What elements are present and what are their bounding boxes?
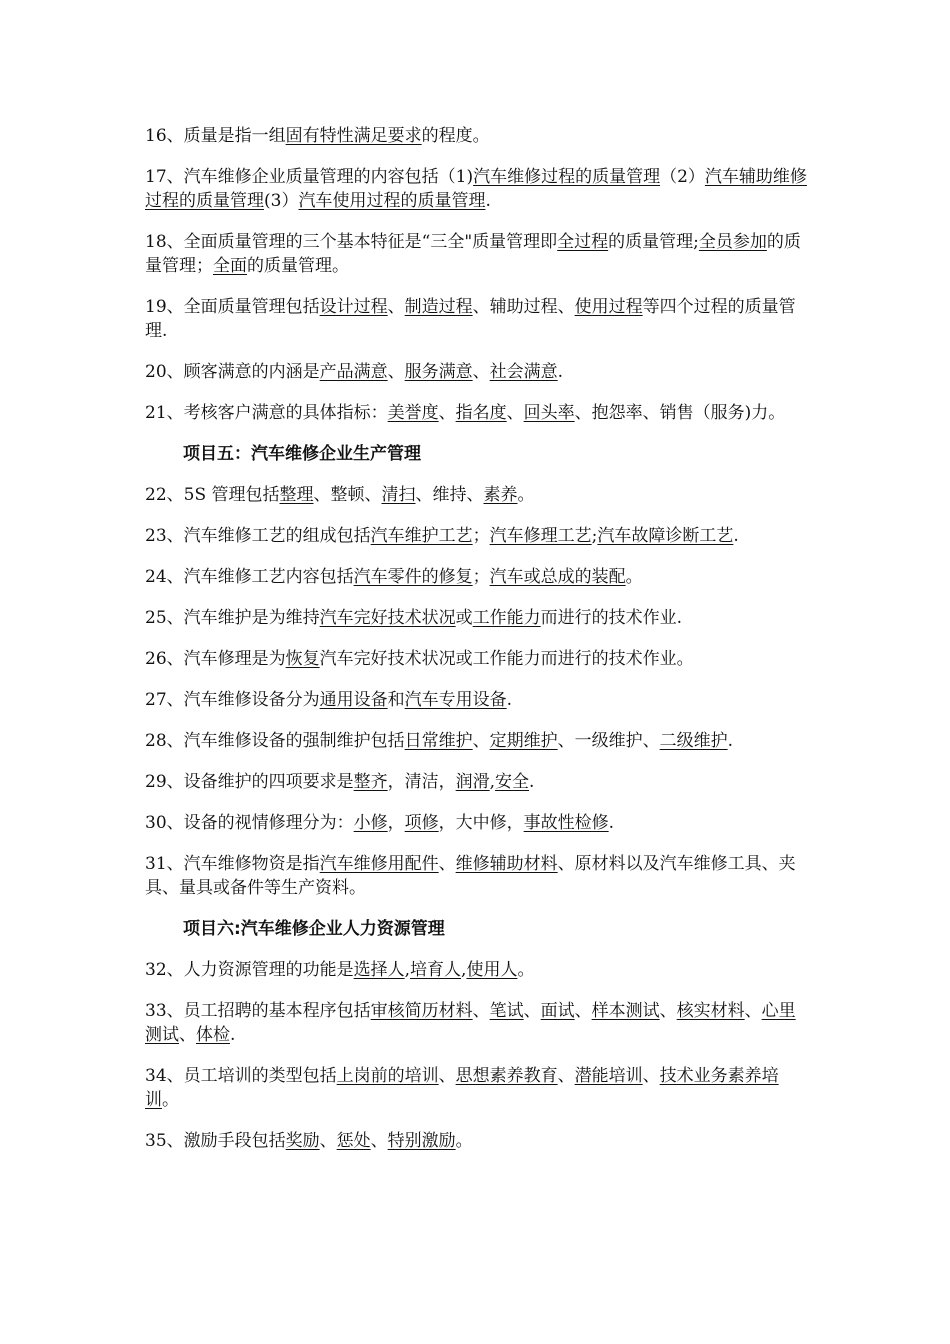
question-text: 等四个过程的质量管理. bbox=[145, 297, 796, 341]
question-text: 的质量管理。 bbox=[247, 256, 349, 276]
question-text: 16、质量是指一组 bbox=[145, 126, 286, 146]
answer-blank: 汽车故障诊断工艺 bbox=[597, 526, 734, 546]
question-text: 汽车完好技术状况或工作能力而进行的技术作业。 bbox=[319, 649, 694, 669]
question-item bbox=[145, 811, 810, 835]
answer-blank: 全员参加 bbox=[698, 232, 767, 252]
answer-blank: 汽车修理工艺 bbox=[489, 526, 592, 546]
question-text: 、 bbox=[472, 362, 490, 382]
answer-blank: 恢复 bbox=[285, 649, 320, 669]
answer-blank: 清扫 bbox=[381, 485, 416, 505]
question-text: . bbox=[230, 1025, 236, 1045]
question-text: ； bbox=[472, 526, 490, 546]
question-text: 、维持、 bbox=[415, 485, 484, 505]
answer-blank: 培育人 bbox=[410, 960, 462, 980]
answer-blank: 特别激励 bbox=[387, 1131, 456, 1151]
question-text: 、 bbox=[659, 1001, 677, 1021]
question-item bbox=[145, 524, 810, 548]
question-text: 、辅助过程、 bbox=[472, 297, 575, 317]
answer-blank: 定期维护 bbox=[489, 731, 558, 751]
question-item bbox=[145, 852, 810, 900]
answer-blank: 整齐 bbox=[353, 772, 388, 792]
question-item bbox=[145, 230, 810, 278]
question-text: 、 bbox=[438, 854, 456, 874]
question-text: 30、设备的视情修理分为： bbox=[145, 813, 354, 833]
answer-blank: 汽车维护工艺 bbox=[370, 526, 473, 546]
answer-blank: 技术业务素养培训 bbox=[145, 1066, 779, 1110]
answer-blank: 工作能力 bbox=[472, 608, 541, 628]
answer-blank: 思想素养教育 bbox=[455, 1066, 558, 1086]
answer-blank: 全面 bbox=[213, 256, 247, 276]
question-text: 26、汽车修理是为 bbox=[145, 649, 286, 669]
question-text: 。 bbox=[162, 1090, 179, 1110]
document-page bbox=[145, 124, 810, 1170]
answer-blank: 心里测试 bbox=[145, 1001, 796, 1045]
question-text: , bbox=[404, 960, 411, 980]
question-text: . bbox=[608, 813, 615, 833]
section-heading-hr: 项目六:汽车维修企业人力资源管理 bbox=[183, 919, 445, 939]
question-text: 、 bbox=[557, 1066, 575, 1086]
question-text: 28、汽车维修设备的强制维护包括 bbox=[145, 731, 405, 751]
question-text: ; bbox=[591, 526, 598, 546]
question-item bbox=[145, 565, 810, 589]
answer-blank: 面试 bbox=[540, 1001, 575, 1021]
question-text: 、整顿、 bbox=[313, 485, 382, 505]
question-text: 、 bbox=[642, 1066, 660, 1086]
question-text: 22、5S 管理包括 bbox=[145, 485, 280, 505]
question-text: 、 bbox=[387, 297, 405, 317]
question-text: 31、汽车维修物资是指 bbox=[145, 854, 320, 874]
answer-blank: 小修 bbox=[353, 813, 388, 833]
question-text: 29、设备维护的四项要求是 bbox=[145, 772, 354, 792]
question-item bbox=[145, 483, 810, 507]
question-text: 的程度。 bbox=[421, 126, 490, 146]
answer-blank: 汽车使用过程的质量管理 bbox=[298, 191, 486, 211]
question-text: 。 bbox=[455, 1131, 473, 1151]
answer-blank: 事故性检修 bbox=[523, 813, 609, 833]
question-text: 25、汽车维护是为维持 bbox=[145, 608, 320, 628]
question-text: 或 bbox=[455, 608, 473, 628]
question-item bbox=[145, 1129, 810, 1153]
question-text: 、 bbox=[370, 1131, 388, 1151]
answer-blank: 使用过程 bbox=[574, 297, 643, 317]
question-text: 32、人力资源管理的功能是 bbox=[145, 960, 354, 980]
answer-blank: 汽车零件的修复 bbox=[353, 567, 473, 587]
question-text: 27、汽车维修设备分为 bbox=[145, 690, 320, 710]
answer-blank: 使用人 bbox=[466, 960, 518, 980]
question-text: 21、考核客户满意的具体指标： bbox=[145, 403, 388, 423]
question-group-hr bbox=[145, 958, 810, 1153]
question-text: 、 bbox=[179, 1025, 196, 1045]
question-text: 、 bbox=[744, 1001, 762, 1021]
answer-blank: 服务满意 bbox=[404, 362, 473, 382]
question-text: 18、全面质量管理的三个基本特征是“三全"质量管理即 bbox=[145, 232, 558, 252]
answer-blank: 汽车完好技术状况 bbox=[319, 608, 456, 628]
answer-blank: 汽车维修过程的质量管理 bbox=[473, 167, 661, 187]
question-text: 19、全面质量管理包括 bbox=[145, 297, 320, 317]
question-text: 33、员工招聘的基本程序包括 bbox=[145, 1001, 371, 1021]
answer-blank: 产品满意 bbox=[319, 362, 388, 382]
answer-blank: 潜能培训 bbox=[574, 1066, 643, 1086]
answer-blank: 项修 bbox=[404, 813, 439, 833]
question-text: 、 bbox=[472, 1001, 490, 1021]
answer-blank: 社会满意 bbox=[489, 362, 558, 382]
question-text: (3） bbox=[264, 191, 299, 211]
answer-blank: 维修辅助材料 bbox=[455, 854, 558, 874]
answer-blank: 素养 bbox=[483, 485, 518, 505]
answer-blank: 选择人 bbox=[353, 960, 405, 980]
question-text: 的质量管理; bbox=[608, 232, 699, 252]
question-text: 、 bbox=[506, 403, 524, 423]
question-text: 和 bbox=[387, 690, 405, 710]
question-text: . bbox=[506, 690, 513, 710]
question-text: . bbox=[557, 362, 564, 382]
answer-blank: 体检 bbox=[196, 1025, 230, 1045]
question-item bbox=[145, 360, 810, 384]
question-text: . bbox=[485, 191, 491, 211]
question-item bbox=[145, 1064, 810, 1112]
question-text: 、 bbox=[319, 1131, 337, 1151]
question-item bbox=[145, 999, 810, 1047]
answer-blank: 审核简历材料 bbox=[370, 1001, 473, 1021]
answer-blank: 固有特性满足要求 bbox=[285, 126, 422, 146]
answer-blank: 二级维护 bbox=[659, 731, 728, 751]
answer-blank: 润滑 bbox=[455, 772, 490, 792]
answer-blank: 美誉度 bbox=[387, 403, 439, 423]
question-text: . bbox=[529, 772, 535, 792]
question-item bbox=[145, 688, 810, 712]
question-text: 。 bbox=[625, 567, 643, 587]
question-item bbox=[145, 729, 810, 753]
question-text: 而进行的技术作业. bbox=[540, 608, 683, 628]
section-heading-production: 项目五：汽车维修企业生产管理 bbox=[183, 444, 421, 464]
question-text: 、一级维护、 bbox=[557, 731, 660, 751]
question-text: 23、汽车维修工艺的组成包括 bbox=[145, 526, 371, 546]
answer-blank: 核实材料 bbox=[676, 1001, 745, 1021]
question-text: 的质量管理； bbox=[145, 232, 801, 276]
answer-blank: 日常维护 bbox=[404, 731, 473, 751]
question-text: 、 bbox=[574, 1001, 592, 1021]
answer-blank: 全过程 bbox=[557, 232, 609, 252]
question-item bbox=[145, 606, 810, 630]
question-text: ； bbox=[472, 567, 490, 587]
question-text: （2） bbox=[660, 167, 705, 187]
question-text: 、 bbox=[438, 1066, 456, 1086]
question-text: 24、汽车维修工艺内容包括 bbox=[145, 567, 354, 587]
question-item bbox=[145, 647, 810, 671]
question-item bbox=[145, 770, 810, 794]
question-item bbox=[145, 958, 810, 982]
question-group-quality bbox=[145, 124, 810, 425]
question-text: 、 bbox=[523, 1001, 541, 1021]
question-text: . bbox=[727, 731, 734, 751]
answer-blank: 奖励 bbox=[285, 1131, 320, 1151]
question-text: ， bbox=[387, 813, 405, 833]
question-text: 17、汽车维修企业质量管理的内容包括（1) bbox=[145, 167, 474, 187]
answer-blank: 汽车辅助维修过程的质量管理 bbox=[145, 167, 807, 211]
answer-blank: 安全 bbox=[495, 772, 530, 792]
question-text: 、 bbox=[438, 403, 456, 423]
answer-blank: 惩处 bbox=[336, 1131, 371, 1151]
question-item bbox=[145, 295, 810, 343]
question-text: 。 bbox=[517, 485, 535, 505]
answer-blank: 整理 bbox=[279, 485, 314, 505]
answer-blank: 汽车维修用配件 bbox=[319, 854, 439, 874]
answer-blank: 设计过程 bbox=[319, 297, 388, 317]
answer-blank: 回头率 bbox=[523, 403, 575, 423]
question-text: 。 bbox=[517, 960, 535, 980]
answer-blank: 上岗前的培训 bbox=[336, 1066, 439, 1086]
question-text: 、 bbox=[472, 731, 490, 751]
question-text: 、 bbox=[387, 362, 405, 382]
answer-blank: 通用设备 bbox=[319, 690, 388, 710]
question-text: 35、激励手段包括 bbox=[145, 1131, 286, 1151]
answer-blank: 汽车或总成的装配 bbox=[489, 567, 626, 587]
answer-blank: 指名度 bbox=[455, 403, 507, 423]
answer-blank: 制造过程 bbox=[404, 297, 473, 317]
question-text: , bbox=[489, 772, 496, 792]
question-text: 20、顾客满意的内涵是 bbox=[145, 362, 320, 382]
question-text: , bbox=[461, 960, 467, 980]
question-group-production bbox=[145, 483, 810, 900]
question-text: 34、员工培训的类型包括 bbox=[145, 1066, 337, 1086]
answer-blank: 汽车专用设备 bbox=[404, 690, 507, 710]
answer-blank: 笔试 bbox=[489, 1001, 524, 1021]
question-text: 、原材料以及汽车维修工具、夹具、量具或备件等生产资料。 bbox=[145, 854, 796, 898]
question-text: ，大中修， bbox=[438, 813, 524, 833]
question-text: ，清洁， bbox=[387, 772, 456, 792]
answer-blank: 样本测试 bbox=[591, 1001, 660, 1021]
question-text: 、抱怨率、销售（服务)力。 bbox=[574, 403, 786, 423]
question-item bbox=[145, 124, 810, 148]
question-text: . bbox=[733, 526, 739, 546]
question-item bbox=[145, 401, 810, 425]
question-item bbox=[145, 165, 810, 213]
